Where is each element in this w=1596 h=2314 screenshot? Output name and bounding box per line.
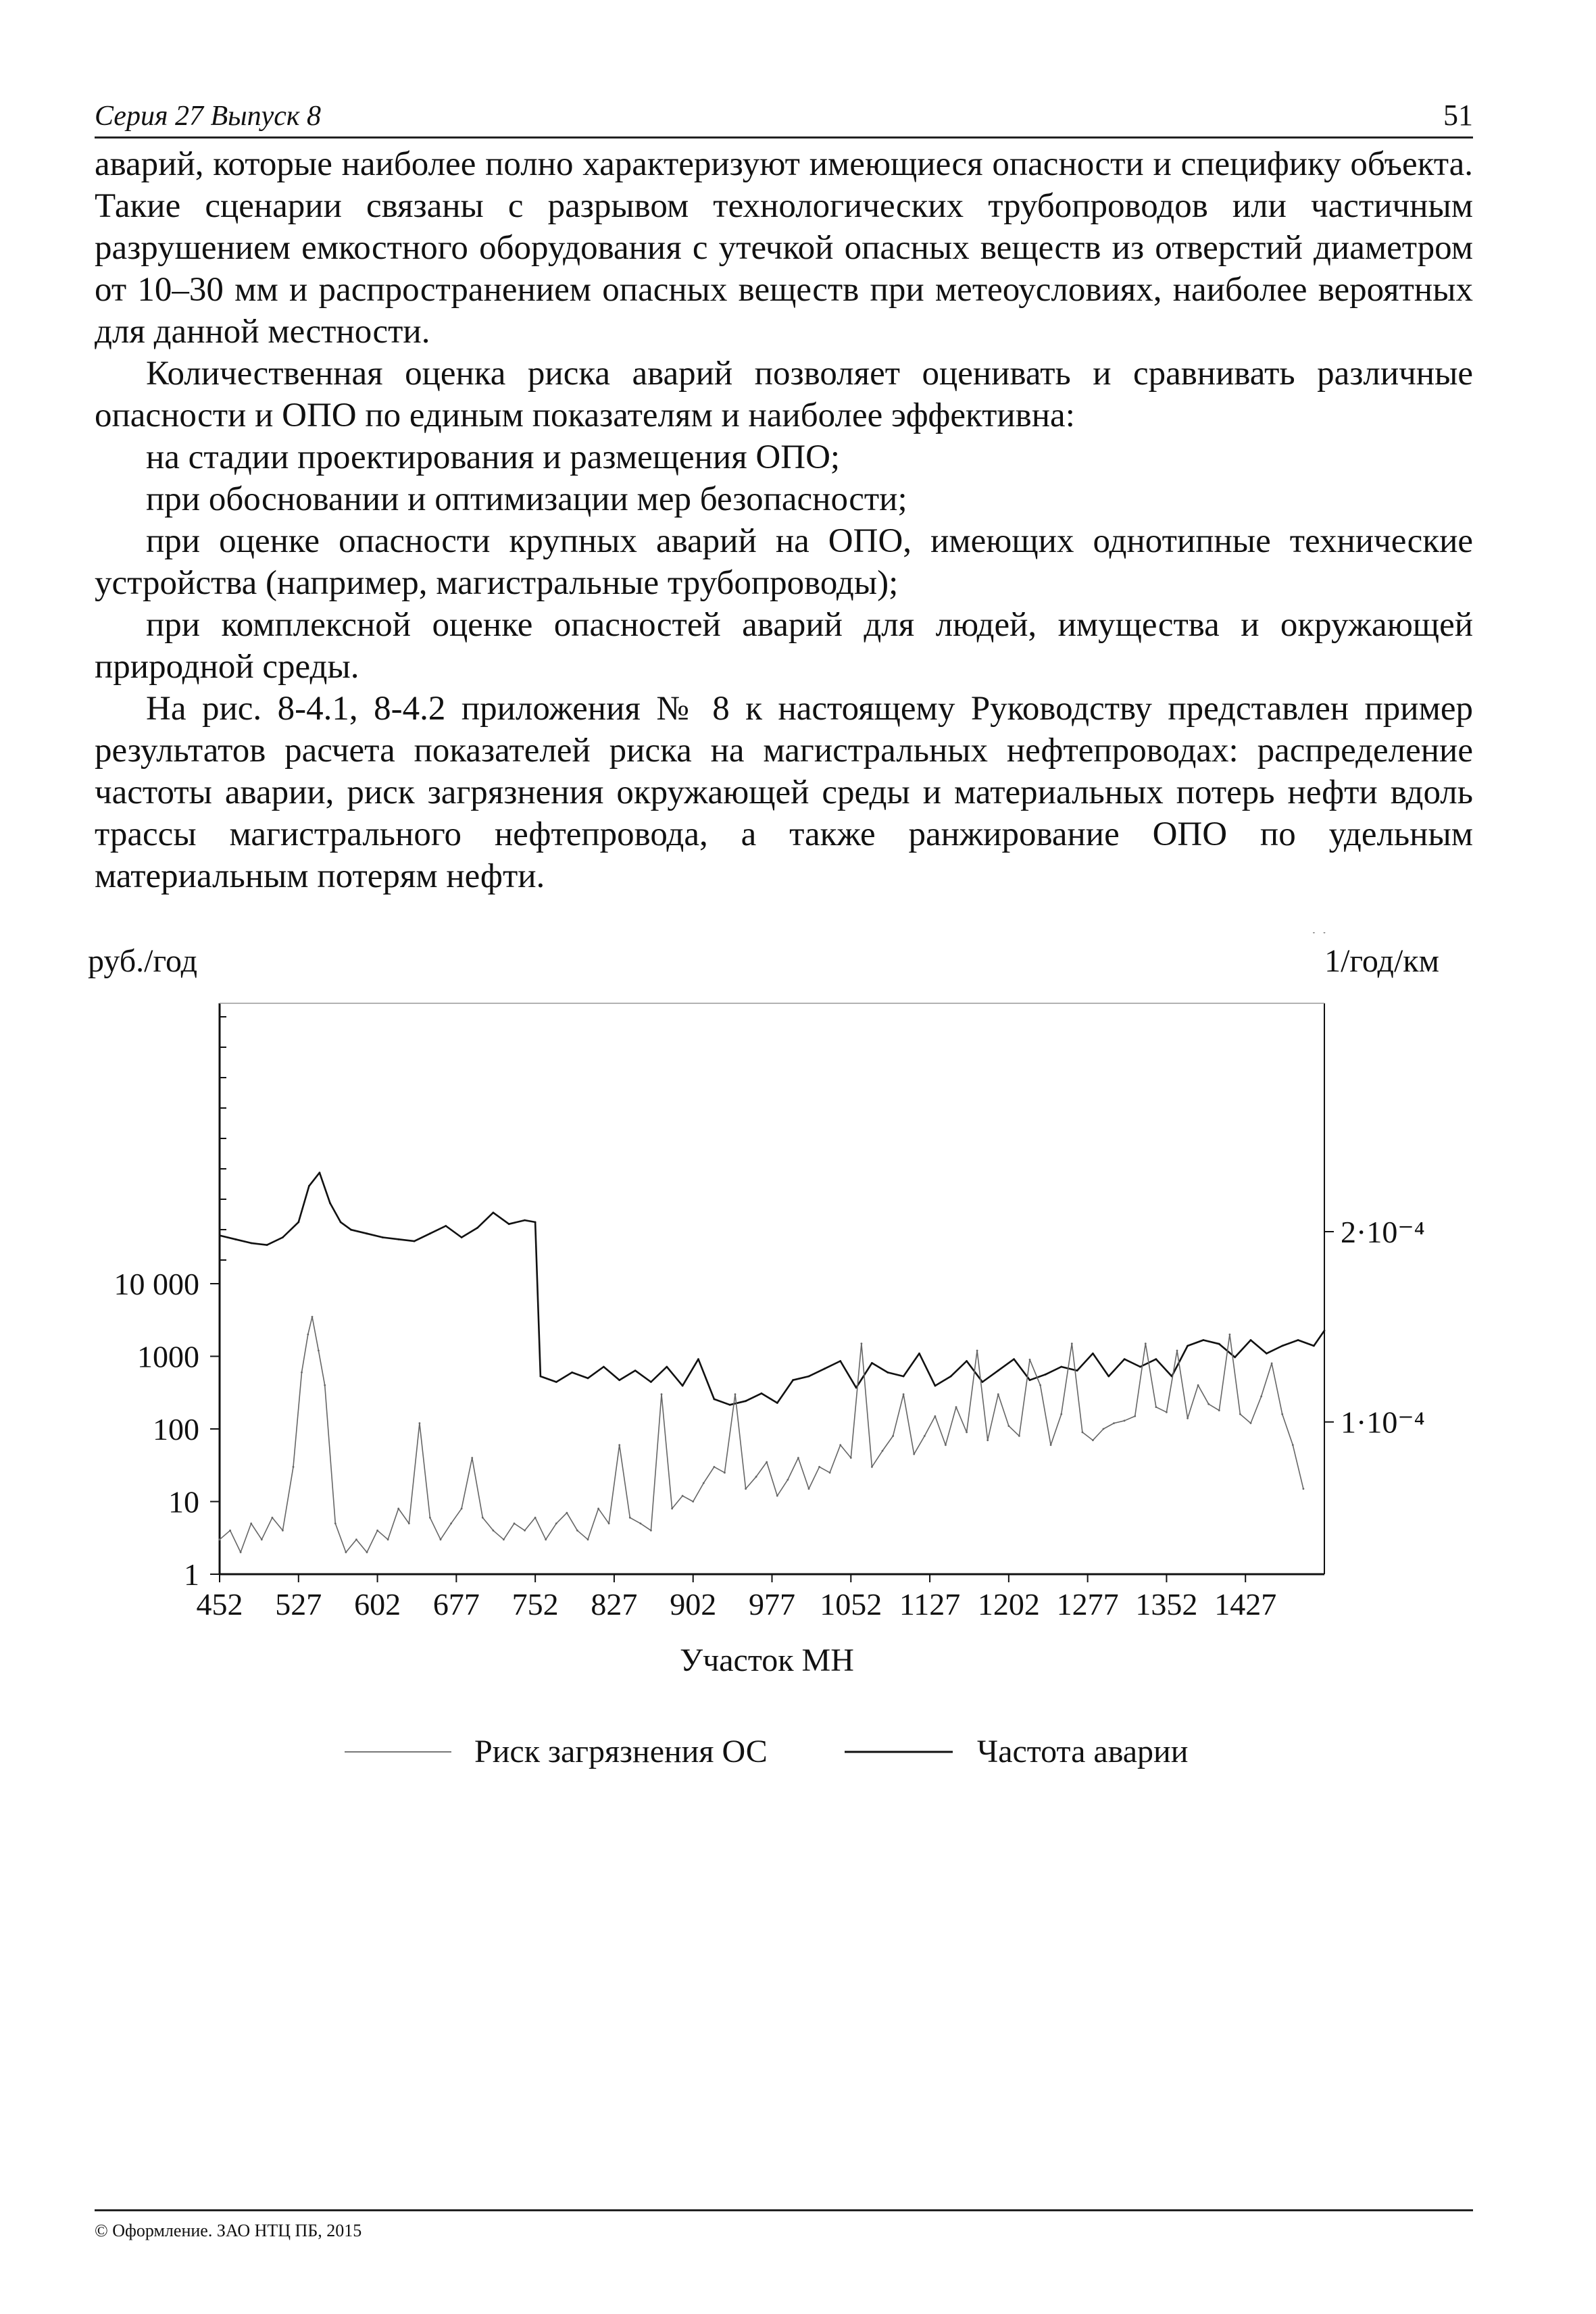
pollution-point bbox=[493, 1530, 495, 1532]
pollution-point bbox=[1313, 932, 1315, 933]
pollution-point bbox=[1082, 1432, 1084, 1434]
page-footer bbox=[95, 2209, 1473, 2241]
pollution-point bbox=[408, 1523, 410, 1525]
pollution-point bbox=[714, 1466, 716, 1468]
frequency-point bbox=[266, 1244, 268, 1246]
x-tick-label: 1352 bbox=[1135, 1587, 1198, 1621]
paragraph-3: на стадии проектирования и размещения ОПО; bbox=[146, 438, 841, 476]
x-tick-label: 977 bbox=[749, 1587, 795, 1621]
frequency-point bbox=[282, 1236, 284, 1238]
pollution-point bbox=[987, 1439, 989, 1441]
frequency-point bbox=[1107, 1376, 1109, 1378]
pollution-point bbox=[671, 1508, 673, 1510]
pollution-point bbox=[692, 1501, 694, 1503]
frequency-point bbox=[308, 1185, 310, 1187]
frequency-point bbox=[634, 1369, 637, 1372]
x-tick-label: 677 bbox=[432, 1587, 480, 1621]
frequency-point bbox=[508, 1223, 510, 1225]
frequency-point bbox=[934, 1385, 937, 1387]
pollution-point bbox=[650, 1530, 652, 1532]
frequency-point bbox=[682, 1385, 684, 1387]
frequency-point bbox=[1297, 1339, 1299, 1341]
frequency-point bbox=[534, 1222, 537, 1224]
pollution-point bbox=[1145, 1342, 1147, 1344]
frequency-point bbox=[839, 1360, 841, 1362]
x-tick-label: 1052 bbox=[820, 1587, 882, 1621]
pollution-point bbox=[419, 1422, 421, 1424]
risk-chart bbox=[0, 932, 1596, 1811]
x-axis-title: Участок МН bbox=[680, 1642, 854, 1678]
pollution-point bbox=[924, 1435, 926, 1437]
frequency-point bbox=[1155, 1358, 1157, 1360]
pollution-point bbox=[1155, 1406, 1157, 1408]
pollution-point bbox=[661, 1393, 663, 1395]
x-tick-label: 1277 bbox=[1056, 1587, 1119, 1621]
x-tick-label: 1202 bbox=[977, 1587, 1040, 1621]
pollution-point bbox=[1050, 1444, 1052, 1446]
pollution-point bbox=[397, 1508, 399, 1510]
frequency-point bbox=[219, 1234, 221, 1236]
pollution-point bbox=[1292, 1444, 1294, 1446]
pollution-point bbox=[229, 1530, 231, 1532]
frequency-point bbox=[1313, 1345, 1315, 1347]
frequency-point bbox=[824, 1367, 826, 1369]
frequency-point bbox=[1060, 1366, 1062, 1368]
x-tick-label: 902 bbox=[670, 1587, 717, 1621]
pollution-point bbox=[1187, 1417, 1189, 1419]
frequency-point bbox=[1203, 1339, 1205, 1341]
pollution-point bbox=[240, 1551, 242, 1553]
pollution-point bbox=[1239, 1413, 1241, 1415]
pollution-point bbox=[301, 1372, 303, 1374]
frequency-point bbox=[476, 1227, 478, 1229]
pollution-point bbox=[1303, 1488, 1305, 1490]
right-y-tick-label: 1·10⁻⁴ bbox=[1341, 1405, 1425, 1440]
frequency-point bbox=[1124, 1358, 1126, 1360]
pollution-point bbox=[597, 1508, 599, 1510]
frequency-point bbox=[618, 1379, 620, 1381]
frequency-point bbox=[382, 1236, 384, 1238]
pollution-point bbox=[850, 1457, 852, 1459]
series-line-pollution bbox=[220, 1317, 1303, 1553]
frequency-point bbox=[445, 1225, 447, 1227]
pollution-point bbox=[755, 1476, 757, 1478]
frequency-point bbox=[997, 1369, 999, 1372]
frequency-point bbox=[234, 1238, 236, 1240]
pollution-point bbox=[1250, 1422, 1252, 1424]
frequency-point bbox=[461, 1236, 463, 1238]
x-tick-label: 1427 bbox=[1214, 1587, 1277, 1621]
pollution-point bbox=[555, 1523, 557, 1525]
pollution-point bbox=[997, 1393, 999, 1395]
x-tick-label: 1127 bbox=[899, 1587, 961, 1621]
pollution-point bbox=[566, 1512, 568, 1514]
frequency-point bbox=[650, 1381, 652, 1383]
frequency-point bbox=[587, 1378, 589, 1380]
frequency-point bbox=[1250, 1339, 1252, 1341]
frequency-point bbox=[571, 1372, 573, 1374]
frequency-point bbox=[350, 1229, 352, 1231]
pollution-point bbox=[955, 1406, 957, 1408]
frequency-point bbox=[250, 1242, 252, 1244]
pollution-point bbox=[1260, 1396, 1262, 1398]
right-y-tick-label: 2·10⁻⁴ bbox=[1341, 1215, 1425, 1249]
pollution-point bbox=[1092, 1439, 1094, 1441]
frequency-point bbox=[1266, 1353, 1268, 1355]
pollution-point bbox=[482, 1517, 484, 1519]
page-number: 51 bbox=[1443, 99, 1473, 132]
pollution-point bbox=[945, 1444, 947, 1446]
pollution-point bbox=[1018, 1435, 1020, 1437]
pollution-point bbox=[776, 1495, 778, 1497]
series-line-frequency bbox=[220, 1173, 1324, 1405]
frequency-point bbox=[1092, 1353, 1094, 1355]
pollution-point bbox=[1229, 1334, 1231, 1336]
right-axis-unit: 1/год/км bbox=[1324, 943, 1439, 979]
frequency-point bbox=[1013, 1358, 1015, 1360]
pollution-point bbox=[818, 1466, 820, 1468]
x-tick-label: 602 bbox=[354, 1587, 401, 1621]
pollution-point bbox=[903, 1393, 905, 1395]
pollution-point bbox=[787, 1479, 789, 1481]
pollution-point bbox=[1103, 1428, 1105, 1430]
left-y-tick-label: 10 bbox=[168, 1484, 199, 1519]
pollution-point bbox=[1008, 1425, 1010, 1427]
paragraph-7: На рис. 8-4.1, 8-4.2 приложения № 8 к настоящему Руководству представлен пример результатов расчета показателей риска на магистральных нефтепроводах: распределение частоты аварии, риск загрязнения окружающей среды и материальных потерь нефти вдоль трассы магистрального нефтепровода, а также ранжирование ОПО по удельным материальным потерям нефти. bbox=[95, 690, 1473, 895]
legend-label-pollution: Риск загрязнения ОС bbox=[474, 1734, 768, 1769]
frequency-point bbox=[1029, 1379, 1031, 1381]
pollution-point bbox=[307, 1334, 309, 1336]
pollution-point bbox=[882, 1450, 884, 1452]
pollution-point bbox=[219, 1538, 221, 1540]
frequency-point bbox=[697, 1358, 699, 1360]
paragraph-2: Количественная оценка риска аварий позволяет оценивать и сравнивать различные опасности и ОПО по единым показателям и наиболее эффективна: bbox=[95, 355, 1473, 434]
pollution-point bbox=[282, 1530, 284, 1532]
pollution-point bbox=[311, 1316, 314, 1318]
frequency-point bbox=[792, 1379, 794, 1381]
pollution-point bbox=[534, 1517, 537, 1519]
frequency-point bbox=[903, 1376, 905, 1378]
pollution-point bbox=[261, 1538, 263, 1540]
pollution-point bbox=[440, 1538, 442, 1540]
pollution-point bbox=[387, 1538, 389, 1540]
pollution-point bbox=[629, 1517, 631, 1519]
paragraph-1: аварий, которые наиболее полно характеризуют имеющиеся опасности и специфику объекта. Такие сценарии связаны с разрывом технологических трубопроводов или частичным разрушением емкостного оборудования с утечкой опасных веществ из отверстий диаметром от 10–30 мм и распространением опасных веществ при метеоусловиях, наиболее вероятных для данной местности. bbox=[95, 145, 1473, 351]
pollution-point bbox=[892, 1435, 894, 1437]
frequency-point bbox=[540, 1376, 542, 1378]
pollution-point bbox=[1071, 1342, 1073, 1344]
pollution-point bbox=[429, 1517, 431, 1519]
left-axis-unit: руб./год bbox=[88, 943, 198, 979]
series-group bbox=[219, 932, 1326, 1553]
frequency-point bbox=[871, 1362, 873, 1364]
paragraph-6: при комплексной оценке опасностей аварий для людей, имущества и окружающей природной среды. bbox=[95, 606, 1473, 686]
pollution-point bbox=[682, 1495, 684, 1497]
pollution-point bbox=[293, 1466, 295, 1468]
pollution-point bbox=[503, 1538, 505, 1540]
x-tick-label: 752 bbox=[512, 1587, 559, 1621]
pollution-point bbox=[934, 1415, 937, 1417]
pollution-point bbox=[966, 1432, 968, 1434]
left-y-tick-label: 100 bbox=[153, 1412, 199, 1447]
pollution-point bbox=[1113, 1422, 1115, 1424]
frequency-point bbox=[745, 1400, 747, 1402]
frequency-point bbox=[319, 1172, 321, 1174]
frequency-point bbox=[1045, 1374, 1047, 1376]
frequency-point bbox=[761, 1392, 763, 1394]
frequency-point bbox=[729, 1404, 731, 1406]
pollution-point bbox=[1324, 932, 1326, 933]
frequency-point bbox=[493, 1211, 495, 1213]
pollution-point bbox=[471, 1457, 473, 1459]
pollution-point bbox=[766, 1461, 768, 1463]
pollution-point bbox=[797, 1457, 799, 1459]
pollution-point bbox=[1134, 1415, 1136, 1417]
pollution-point bbox=[376, 1530, 378, 1532]
pollution-point bbox=[808, 1488, 810, 1490]
frequency-point bbox=[776, 1402, 778, 1404]
frequency-point bbox=[808, 1376, 810, 1378]
left-y-tick-label: 1000 bbox=[137, 1339, 199, 1374]
pollution-point bbox=[1124, 1419, 1126, 1422]
pollution-point bbox=[1207, 1403, 1210, 1405]
body-text bbox=[95, 143, 1473, 897]
frequency-point bbox=[340, 1222, 342, 1224]
pollution-point bbox=[272, 1517, 274, 1519]
frequency-point bbox=[1139, 1366, 1141, 1368]
x-tick-label: 527 bbox=[275, 1587, 322, 1621]
frequency-point bbox=[1076, 1369, 1078, 1372]
pollution-point bbox=[1029, 1359, 1031, 1361]
frequency-point bbox=[555, 1381, 557, 1383]
frequency-point bbox=[329, 1202, 331, 1204]
copyright-text: © Оформление. ЗАО НТЦ ПБ, 2015 bbox=[95, 2221, 362, 2240]
frequency-point bbox=[366, 1232, 368, 1234]
frequency-point bbox=[1281, 1345, 1283, 1347]
frequency-point bbox=[714, 1399, 716, 1401]
pollution-point bbox=[976, 1350, 978, 1352]
frequency-point bbox=[1324, 1330, 1326, 1332]
pollution-point bbox=[587, 1538, 589, 1540]
pollution-point bbox=[1039, 1384, 1041, 1386]
series-title: Серия 27 Выпуск 8 bbox=[95, 101, 321, 132]
pollution-point bbox=[334, 1523, 336, 1525]
pollution-point bbox=[724, 1472, 726, 1474]
left-y-tick-label: 1 bbox=[184, 1557, 199, 1592]
legend-label-frequency: Частота аварии bbox=[977, 1734, 1189, 1769]
pollution-point bbox=[545, 1538, 547, 1540]
frequency-point bbox=[950, 1376, 952, 1378]
pollution-point bbox=[871, 1466, 873, 1468]
frequency-point bbox=[397, 1238, 399, 1240]
pollution-point bbox=[355, 1538, 357, 1540]
pollution-point bbox=[318, 1350, 320, 1352]
pollution-point bbox=[640, 1523, 642, 1525]
frequency-point bbox=[966, 1360, 968, 1362]
paragraph-5: при оценке опасности крупных аварий на ОПО, имеющих однотипные технические устройства (например, магистральные трубопроводы); bbox=[95, 522, 1473, 602]
pollution-point bbox=[514, 1523, 516, 1525]
pollution-point bbox=[524, 1530, 526, 1532]
frequency-point bbox=[414, 1240, 416, 1242]
running-header bbox=[95, 93, 1473, 139]
pollution-point bbox=[345, 1551, 347, 1553]
pollution-point bbox=[461, 1508, 463, 1510]
pollution-point bbox=[1060, 1413, 1062, 1415]
pollution-point bbox=[618, 1444, 620, 1446]
frequency-point bbox=[524, 1219, 526, 1222]
chart-svg bbox=[0, 932, 1596, 1811]
paragraph-4: при обосновании и оптимизации мер безопасности; bbox=[146, 480, 907, 518]
left-y-tick-label: 10 000 bbox=[114, 1267, 199, 1301]
frequency-point bbox=[1187, 1345, 1189, 1347]
pollution-point bbox=[576, 1530, 578, 1532]
pollution-point bbox=[1271, 1363, 1273, 1365]
pollution-point bbox=[839, 1444, 841, 1446]
pollution-point bbox=[450, 1523, 452, 1525]
frequency-point bbox=[666, 1366, 668, 1368]
pollution-point bbox=[366, 1551, 368, 1553]
pollution-point bbox=[608, 1523, 610, 1525]
frequency-point bbox=[297, 1222, 299, 1224]
axis-labels-group bbox=[88, 943, 1439, 1678]
frequency-point bbox=[918, 1353, 920, 1355]
pollution-point bbox=[861, 1342, 863, 1344]
pollution-point bbox=[1176, 1350, 1178, 1352]
pollution-point bbox=[1197, 1384, 1199, 1386]
pollution-point bbox=[1218, 1409, 1220, 1411]
frequency-point bbox=[1218, 1343, 1220, 1345]
frequency-point bbox=[603, 1366, 605, 1368]
x-tick-label: 827 bbox=[591, 1587, 638, 1621]
pollution-point bbox=[324, 1384, 326, 1386]
frequency-point bbox=[1234, 1357, 1236, 1359]
frequency-point bbox=[887, 1372, 889, 1374]
frequency-point bbox=[982, 1381, 984, 1383]
pollution-point bbox=[703, 1482, 705, 1484]
pollution-point bbox=[1281, 1413, 1283, 1415]
legend bbox=[345, 1734, 1188, 1769]
pollution-point bbox=[250, 1523, 252, 1525]
pollution-point bbox=[913, 1453, 915, 1455]
plot-frame-group bbox=[114, 1003, 1425, 1621]
frequency-point bbox=[429, 1232, 431, 1234]
pollution-point bbox=[734, 1393, 737, 1395]
x-tick-label: 452 bbox=[196, 1587, 243, 1621]
pollution-point bbox=[745, 1488, 747, 1490]
pollution-point bbox=[829, 1472, 831, 1474]
pollution-point bbox=[1166, 1411, 1168, 1413]
